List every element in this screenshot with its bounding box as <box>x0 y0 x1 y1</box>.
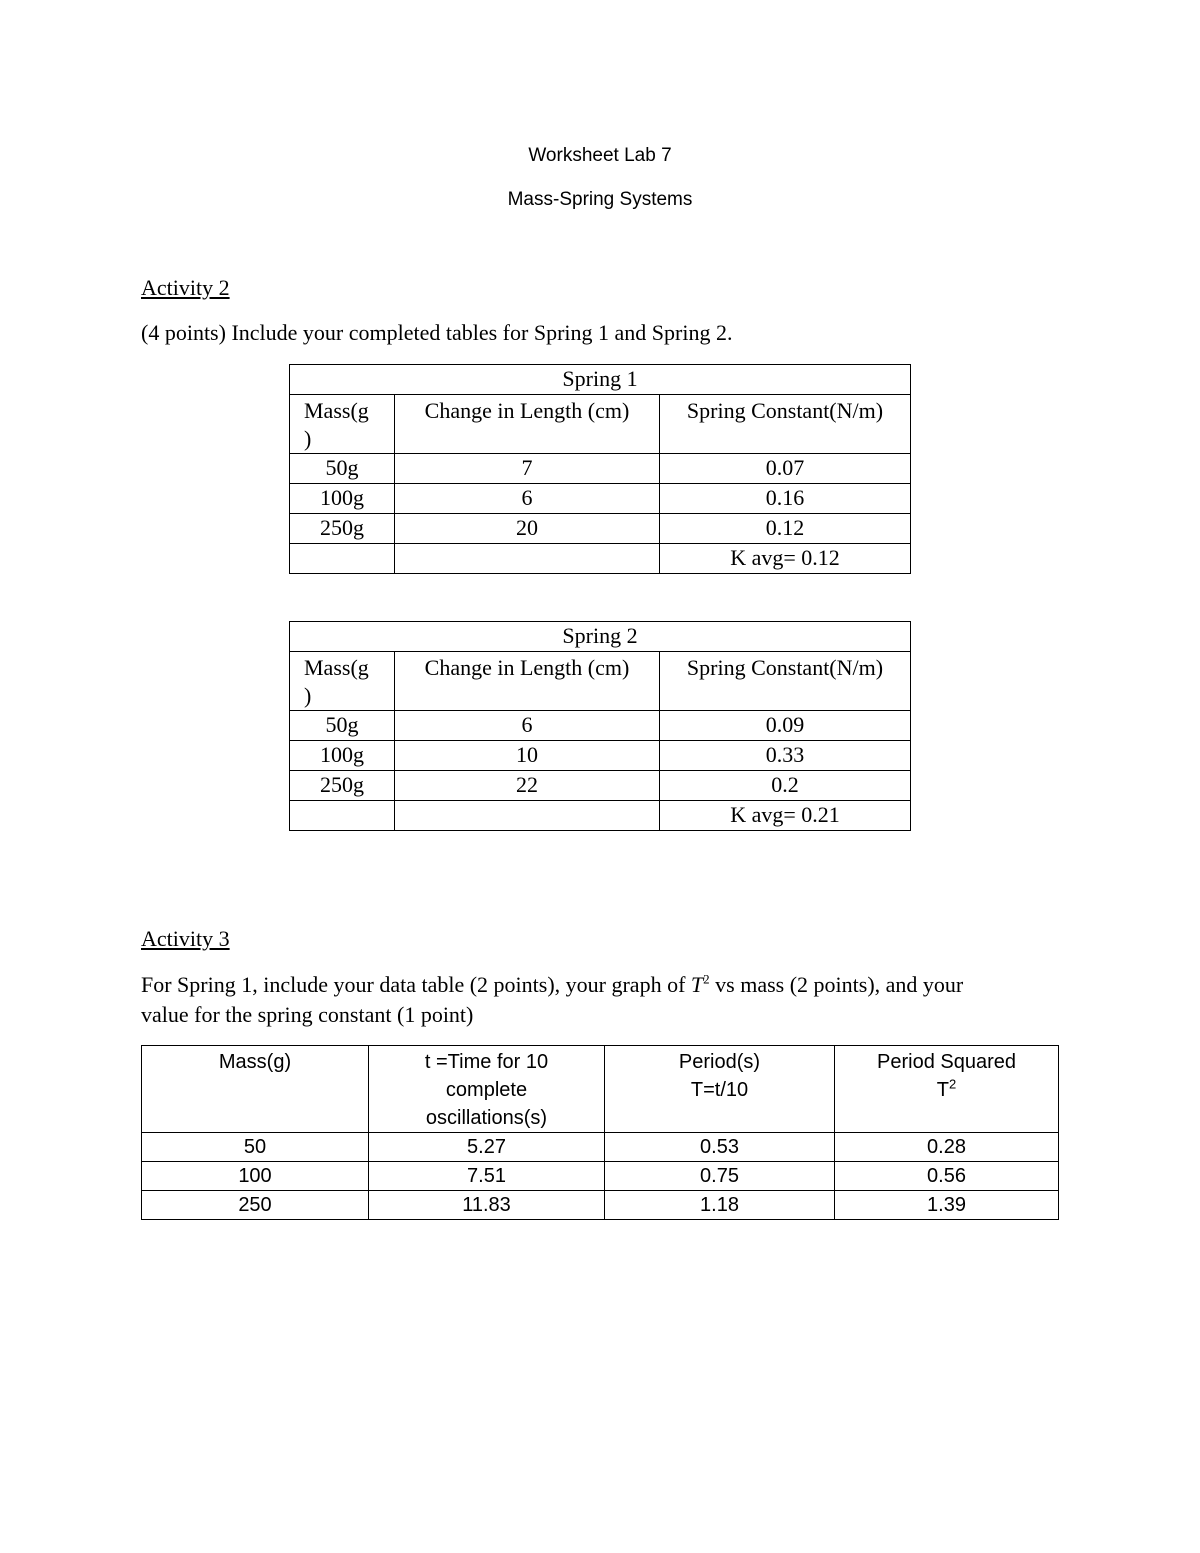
table-row <box>290 771 911 801</box>
mass-cell: 250 <box>142 1191 369 1220</box>
column-header-mass: Mass(g ) <box>290 652 395 711</box>
length-cell: 10 <box>395 741 660 771</box>
length-cell <box>395 544 660 574</box>
length-cell: 6 <box>395 484 660 514</box>
oscillation-data-table <box>141 1045 1059 1220</box>
k-average-cell: K avg= 0.12 <box>660 544 911 574</box>
column-header-period: Period(s) T=t/10 <box>605 1046 835 1133</box>
activity-2-heading: Activity 2 <box>141 275 230 300</box>
column-header-mass: Mass(g ) <box>290 395 395 454</box>
activity-2-instruction: (4 points) Include your completed tables for Spring 1 and Spring 2. <box>141 320 733 345</box>
spring-1-table <box>289 364 911 574</box>
constant-cell: 0.16 <box>660 484 911 514</box>
time-cell: 5.27 <box>369 1133 605 1162</box>
table-row <box>142 1133 1059 1162</box>
table-row <box>290 544 911 574</box>
table-row <box>290 454 911 484</box>
length-cell: 7 <box>395 454 660 484</box>
mass-cell: 100g <box>290 484 395 514</box>
mass-cell: 250g <box>290 771 395 801</box>
period-squared-cell: 1.39 <box>835 1191 1059 1220</box>
table-row <box>290 711 911 741</box>
table-row <box>290 484 911 514</box>
period-cell: 0.75 <box>605 1162 835 1191</box>
time-cell: 11.83 <box>369 1191 605 1220</box>
length-cell: 6 <box>395 711 660 741</box>
mass-cell: 50g <box>290 711 395 741</box>
mass-cell: 50g <box>290 454 395 484</box>
column-header-spring-constant: Spring Constant(N/m) <box>660 652 911 711</box>
period-cell: 1.18 <box>605 1191 835 1220</box>
table-caption: Spring 1 <box>290 365 911 395</box>
constant-cell: 0.12 <box>660 514 911 544</box>
constant-cell: 0.07 <box>660 454 911 484</box>
mass-cell <box>290 801 395 831</box>
document-subtitle: Mass-Spring Systems <box>507 189 693 210</box>
period-squared-cell: 0.56 <box>835 1162 1059 1191</box>
table-row <box>142 1191 1059 1220</box>
mass-cell: 50 <box>142 1133 369 1162</box>
column-header-period-squared: Period Squared $T^2$ <box>835 1046 1059 1133</box>
constant-cell: 0.2 <box>660 771 911 801</box>
table-row <box>142 1162 1059 1191</box>
activity-3-heading: Activity 3 <box>141 926 230 951</box>
column-header-change-in-length: Change in Length (cm) <box>395 652 660 711</box>
table-caption: Spring 2 <box>290 622 911 652</box>
spring-2-table <box>289 621 911 831</box>
constant-cell: 0.33 <box>660 741 911 771</box>
document-title: Worksheet Lab 7 <box>528 145 672 166</box>
column-header-time: t =Time for 10 complete oscillations(s) <box>369 1046 605 1133</box>
length-cell <box>395 801 660 831</box>
period-cell: 0.53 <box>605 1133 835 1162</box>
table-row <box>290 741 911 771</box>
activity-3-instruction: For Spring 1, include your data table (2 points), your graph of $T^2$ vs mass (2 points), and your value for the spring constant (1 point) <box>141 971 964 1027</box>
k-average-cell: K avg= 0.21 <box>660 801 911 831</box>
table-row <box>290 514 911 544</box>
length-cell: 20 <box>395 514 660 544</box>
period-squared-cell: 0.28 <box>835 1133 1059 1162</box>
time-cell: 7.51 <box>369 1162 605 1191</box>
mass-cell: 250g <box>290 514 395 544</box>
length-cell: 22 <box>395 771 660 801</box>
table-row <box>290 801 911 831</box>
constant-cell: 0.09 <box>660 711 911 741</box>
column-header-change-in-length: Change in Length (cm) <box>395 395 660 454</box>
mass-cell: 100 <box>142 1162 369 1191</box>
column-header-mass: Mass(g) <box>142 1046 369 1133</box>
mass-cell <box>290 544 395 574</box>
column-header-spring-constant: Spring Constant(N/m) <box>660 395 911 454</box>
mass-cell: 100g <box>290 741 395 771</box>
